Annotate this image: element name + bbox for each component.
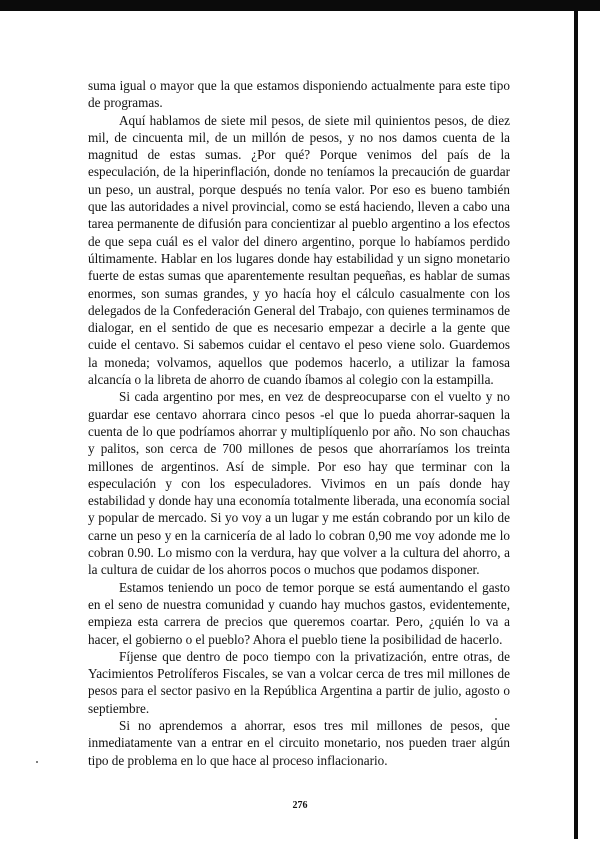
paragraph-2: Aquí hablamos de siete mil pesos, de siete mil quinientos pesos, de diez mil, de cincuenta mil, de un millón de pesos, y no nos damos cuenta de la magnitud de estas sumas. ¿Por qué? Porque venimos del país de la especulación, de la hiperinflación, donde no teníamos la precaución de guardar un peso, un austral, porque después no tenía valor. Por eso es bueno también que las autoridades a nivel provincial, como se está haciendo, lleven a cabo una tarea permanente de difusión para concientizar al pueblo argentino a los efectos de que sepa cuál es el valor del dinero argentino, porque lo habíamos perdido últimamente. Hablar en los lugares donde hay estabilidad y un signo monetario fuerte de estas sumas que aparentemente resultan pequeñas, es hablar de sumas enormes, son sumas grandes, y yo hacía hoy el cálculo casualmente con los delegados de la Confederación General del Trabajo, con quienes terminamos de dialogar, en el sentido de que es necesario empezar a decirle a la gente que cuide el centavo. Si sabemos cuidar el centavo el peso viene solo. Guardemos la moneda; volvamos, aquellos que podemos hacerlo, a utilizar la famosa alcancía o la libreta de ahorro de cuando íbamos al colegio con la estampilla. bbox=[88, 112, 510, 388]
scan-right-border bbox=[574, 11, 578, 839]
paragraph-4: Estamos teniendo un poco de temor porque se está aumentando el gasto en el seno de nuestra comunidad y cuando hay muchos gastos, evidentemente, empieza esta carrera de precios que queremos coartar. Pero, ¿quién lo va a hacer, el gobierno o el pueblo? Ahora el pueblo tiene la posibilidad de hacerlo. bbox=[88, 579, 510, 647]
paragraph-5: Fíjense que dentro de poco tiempo con la privatización, entre otras, de Yacimientos Petrolíferos Fiscales, se van a volcar cerca de tres mil millones de pesos para el sector pasivo en la República Argentina a partir de julio, agosto o septiembre. bbox=[88, 648, 510, 716]
page-number: 276 bbox=[292, 800, 308, 811]
paragraph-1: suma igual o mayor que la que estamos disponiendo actualmente para este tipo de programas. bbox=[88, 78, 510, 111]
scan-speck bbox=[36, 761, 38, 763]
paragraph-6: Si no aprendemos a ahorrar, esos tres mil millones de pesos, que inmediatamente van a entrar en el circuito monetario, nos pueden traer algún tipo de problema en lo que hace al proceso inflacionario. bbox=[88, 717, 510, 768]
paragraph-3: Si cada argentino por mes, en vez de despreocuparse con el vuelto y no guardar ese centavo ahorrara cinco pesos -el que lo pueda ahorrar-saquen la cuenta de lo que podríamos ahorrar y multiplíquenlo por año. No son chauchas y palitos, son cerca de 700 millones de pesos que ahorraríamos los treinta millones de argentinos. Así de simple. Por eso hay que terminar con la especulación y con los especuladores. Vivimos en un país donde hay estabilidad y donde hay una economía totalmente liberada, una economía social y popular de mercado. Si yo voy a un lugar y me están cobrando por un kilo de carne un peso y en la carnicería de al lado lo cobran 0,90 me voy adonde me lo cobran 0.90. Lo mismo con la verdura, hay que volver a la cultura del ahorro, a la cultura de cuidar de los ahorros pocos o muchos que podamos disponer. bbox=[88, 389, 510, 578]
scan-top-border bbox=[0, 0, 600, 11]
page-body bbox=[88, 77, 510, 769]
